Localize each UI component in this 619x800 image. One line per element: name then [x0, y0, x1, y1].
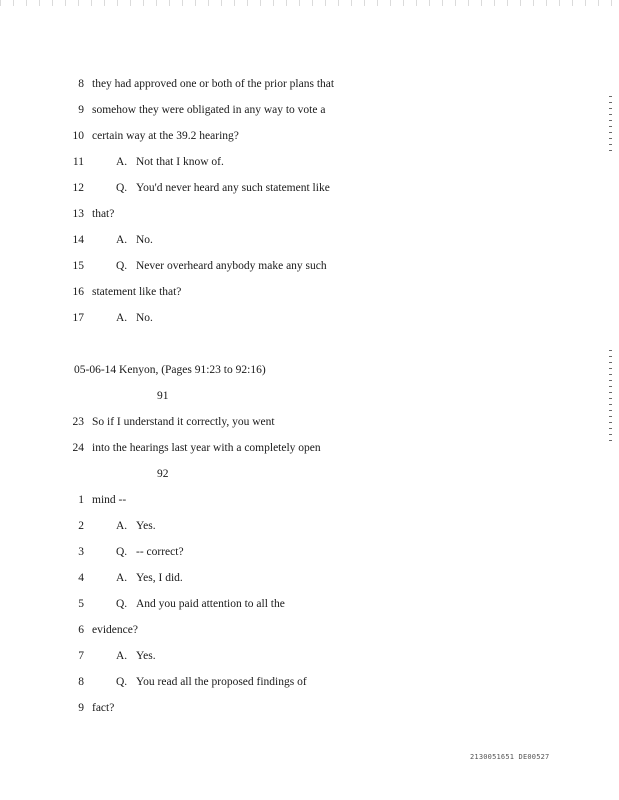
line-number: 8: [78, 78, 84, 90]
line-number: 12: [72, 182, 84, 194]
speaker-label: Q.: [116, 260, 128, 272]
line-text: [116, 309, 153, 327]
line-number: 14: [72, 234, 84, 246]
line-text: [116, 543, 184, 561]
line-number: 11: [72, 156, 84, 168]
line-text: that?: [92, 208, 115, 220]
line-text: [116, 517, 156, 535]
line-text: [116, 153, 224, 171]
line-number: 17: [72, 312, 84, 324]
question-text: You'd never heard any such statement like: [136, 182, 330, 194]
line-number: 23: [72, 416, 84, 428]
speaker-label: A.: [116, 312, 128, 324]
line-number: 24: [72, 442, 84, 454]
answer-text: No.: [136, 234, 153, 246]
line-number: 9: [78, 104, 84, 116]
line-text: they had approved one or both of the prior plans that: [92, 78, 335, 90]
page-number: 91: [157, 390, 169, 402]
line-number: 9: [78, 702, 84, 714]
line-text: certain way at the 39.2 hearing?: [92, 130, 239, 142]
line-text: [116, 231, 153, 249]
line-number: 6: [78, 624, 84, 636]
margin-mark-upper: [609, 96, 612, 156]
speaker-label: Q.: [116, 182, 128, 194]
line-number: 5: [78, 598, 84, 610]
speaker-label: A.: [116, 156, 128, 168]
line-number: 15: [72, 260, 84, 272]
line-text: [116, 647, 156, 665]
line-text: [116, 257, 327, 275]
line-text: [116, 673, 307, 691]
line-number: 7: [78, 650, 84, 662]
scan-artifact: [0, 0, 619, 6]
speaker-label: Q.: [116, 546, 128, 558]
line-text: So if I understand it correctly, you went: [92, 416, 275, 428]
line-text: [116, 569, 183, 587]
question-text: You read all the proposed findings of: [136, 676, 307, 688]
speaker-label: A.: [116, 520, 128, 532]
question-text: -- correct?: [136, 546, 184, 558]
line-number: 3: [78, 546, 84, 558]
speaker-label: A.: [116, 234, 128, 246]
line-number: 2: [78, 520, 84, 532]
bates-number: 2130051651 DE00527: [470, 753, 550, 761]
line-text: mind --: [92, 494, 127, 506]
answer-text: Yes.: [136, 520, 156, 532]
question-text: And you paid attention to all the: [136, 598, 285, 610]
speaker-label: Q.: [116, 598, 128, 610]
line-number: 8: [78, 676, 84, 688]
line-text: into the hearings last year with a completely open: [92, 442, 321, 454]
speaker-label: Q.: [116, 676, 128, 688]
line-number: 10: [72, 130, 84, 142]
answer-text: Yes.: [136, 650, 156, 662]
line-text: statement like that?: [92, 286, 182, 298]
line-number: 13: [72, 208, 84, 220]
line-text: [116, 595, 285, 613]
answer-text: No.: [136, 312, 153, 324]
answer-text: Yes, I did.: [136, 572, 183, 584]
line-text: [116, 179, 330, 197]
line-text: fact?: [92, 702, 115, 714]
speaker-label: A.: [116, 650, 128, 662]
question-text: Never overheard anybody make any such: [136, 260, 327, 272]
line-number: 1: [78, 494, 84, 506]
line-text: somehow they were obligated in any way to vote a: [92, 104, 326, 116]
speaker-label: A.: [116, 572, 128, 584]
answer-text: Not that I know of.: [136, 156, 224, 168]
line-text: evidence?: [92, 624, 138, 636]
line-number: 4: [78, 572, 84, 584]
page-number: 92: [157, 468, 169, 480]
margin-mark-lower: [609, 350, 612, 446]
line-number: 16: [72, 286, 84, 298]
designation-heading: 05-06-14 Kenyon, (Pages 91:23 to 92:16): [74, 364, 266, 376]
